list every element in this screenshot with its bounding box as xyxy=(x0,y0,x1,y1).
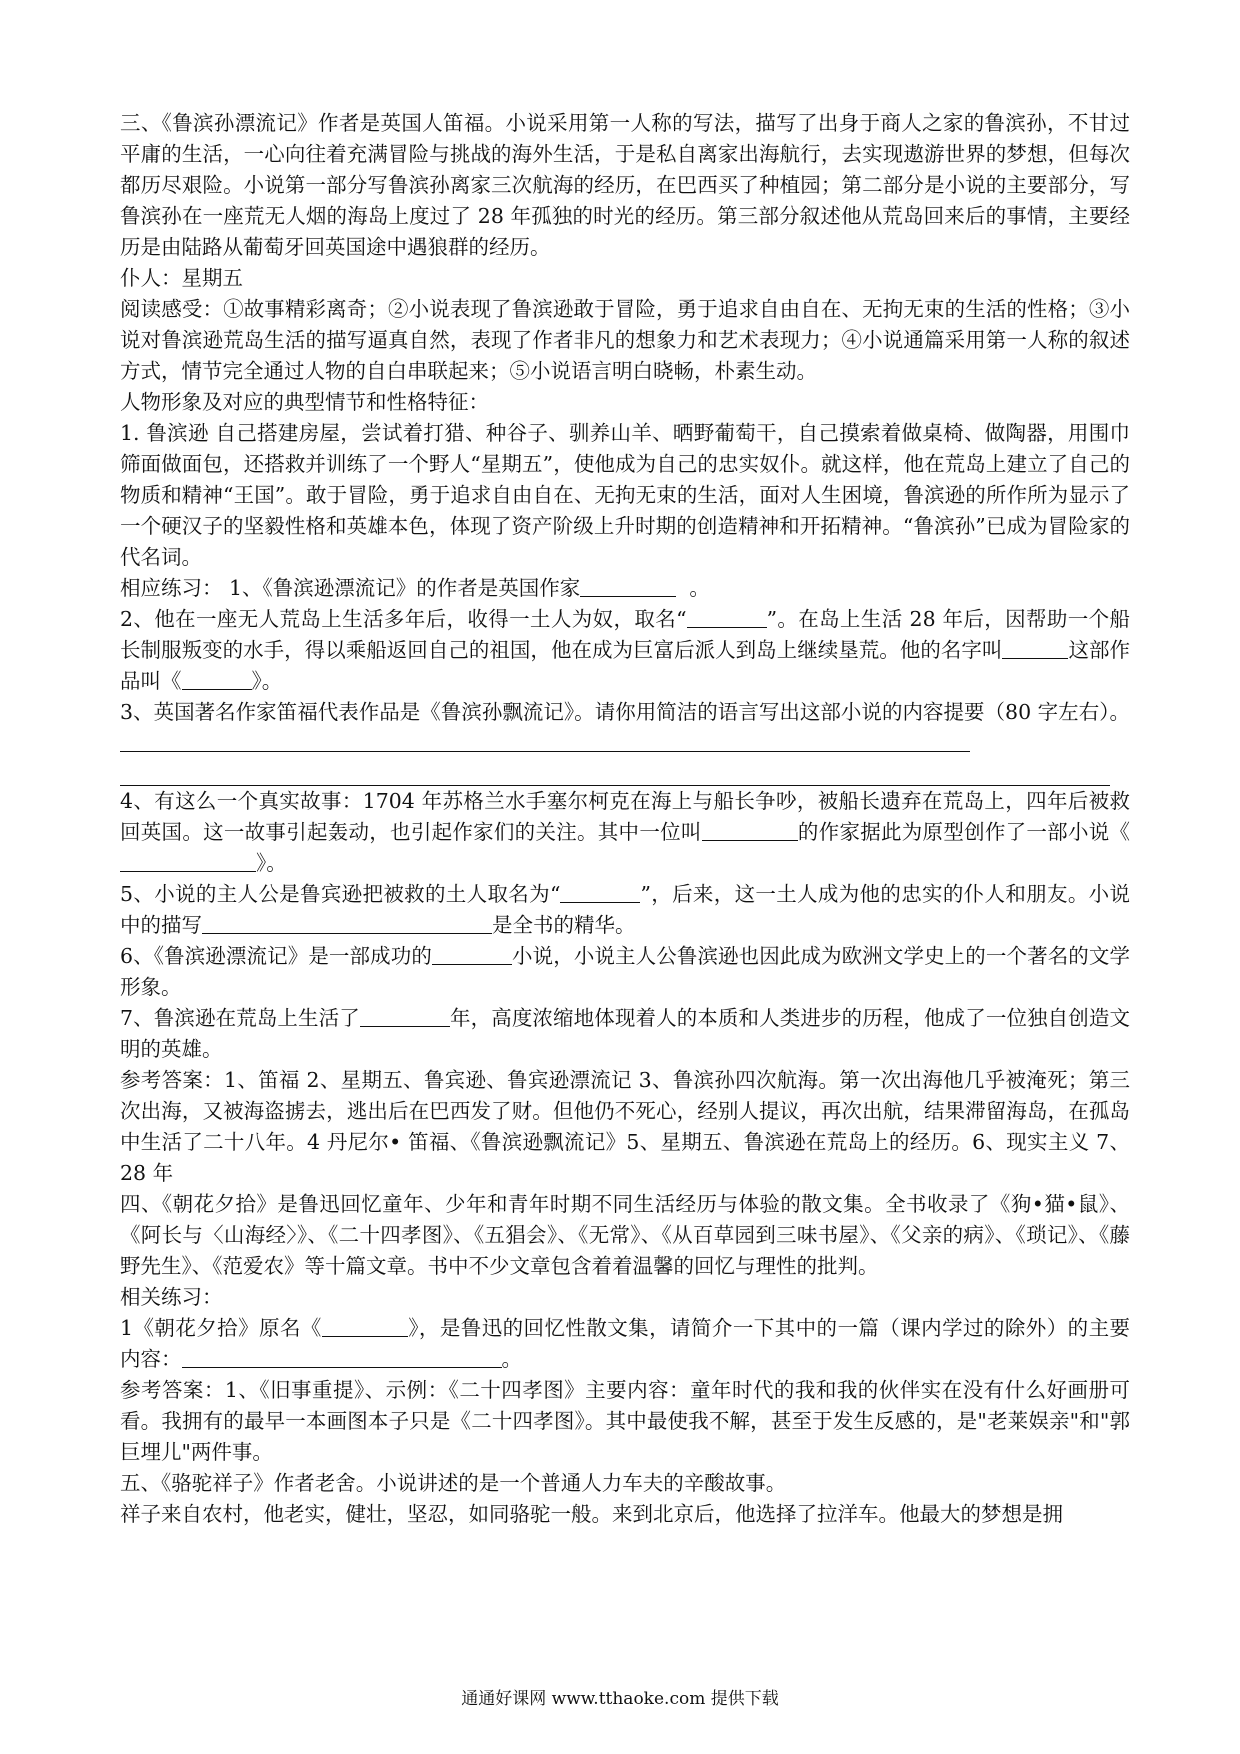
section5-intro: 五、《骆驼祥子》作者老舍。小说讲述的是一个普通人力车夫的辛酸故事。 xyxy=(120,1471,787,1495)
section5-line: 祥子来自农村，他老实，健壮，坚忍，如同骆驼一般。来到北京后，他选择了拉洋车。他最大的梦想是拥 xyxy=(120,1502,1063,1526)
answer-blank xyxy=(687,606,767,628)
answer-blank xyxy=(120,730,970,752)
answer-blank xyxy=(202,912,492,934)
exercise-5: 5、小说的主人公是鲁宾逊把被救的土人取名为“ ”，后来，这一土人成为他的忠实的仆人和朋友。小说中的描写 是全书的精华。 xyxy=(120,882,1130,937)
section3-reading: 阅读感受：①故事精彩离奇；②小说表现了鲁滨逊敢于冒险，勇于追求自由自在、无拘无束的生活的性格；③小说对鲁滨逊荒岛生活的描写逼真自然，表现了作者非凡的想象力和艺术表现力；④小说通篇采用第一人称的叙述方式，情节完全通过人物的自白串联起来；⑤小说语言明白晓畅，朴素生动。 xyxy=(120,297,1130,383)
answer-blank xyxy=(182,1346,502,1368)
section3-char1: 1. 鲁滨逊 自己搭建房屋，尝试着打猎、种谷子、驯养山羊、晒野葡萄干，自己摸索着做桌椅、做陶器，用围巾筛面做面包，还搭救并训练了一个野人“星期五”，使他成为自己的忠实奴仆。就这样，他在荒岛上建立了自己的物质和精神“王国”。敢于冒险，勇于追求自由自在、无拘无束的生活，面对人生困境，鲁滨逊的所作所为显示了一个硬汉子的坚毅性格和英雄本色，体现了资产阶级上升时期的创造精神和开拓精神。“鲁滨孙”已成为冒险家的代名词。 xyxy=(120,421,1130,569)
section3-servant: 仆人：星期五 xyxy=(120,266,243,290)
answer-blank xyxy=(560,881,640,903)
section4-exercise-1: 1《朝花夕拾》原名《 》，是鲁迅的回忆性散文集，请简介一下其中的一篇（课内学过的除外）的主要内容： 。 xyxy=(120,1316,1130,1371)
exercise-4: 4、有这么一个真实故事：1704 年苏格兰水手塞尔柯克在海上与船长争吵，被船长遗弃在荒岛上，四年后被救回英国。这一故事引起轰动，也引起作家们的关注。其中一位叫 的作家据此为原型创作了一部小说《》。 xyxy=(120,789,1131,875)
answer-blank xyxy=(322,1315,408,1337)
answer-blank xyxy=(702,819,798,841)
section3-char-heading: 人物形象及对应的典型情节和性格特征： xyxy=(120,390,489,414)
exercise-6: 6、《鲁滨逊漂流记》是一部成功的 小说，小说主人公鲁滨逊也因此成为欧洲文学史上的一个著名的文学形象。 xyxy=(120,944,1131,999)
section3-intro: 三、《鲁滨孙漂流记》作者是英国人笛福。小说采用第一人称的写法，描写了出身于商人之家的鲁滨孙，不甘过平庸的生活，一心向往着充满冒险与挑战的海外生活，于是私自离家出海航行，去实现遨游世界的梦想，但每次都历尽艰险。小说第一部分写鲁滨孙离家三次航海的经历，在巴西买了种植园；第二部分是小说的主要部分，写鲁滨孙在一座荒无人烟的海岛上度过了 28 年孤独的时光的经历。第三部分叙述他从荒岛回来后的事情，主要经历是由陆路从葡萄牙回英国途中遇狼群的经历。 xyxy=(120,111,1130,259)
answer-line xyxy=(120,759,1110,786)
answer-blank xyxy=(360,1005,450,1027)
answer-blank xyxy=(120,850,256,872)
section4-intro: 四、《朝花夕拾》是鲁迅回忆童年、少年和青年时期不同生活经历与体验的散文集。全书收录了《狗•猫•鼠》、《阿长与〈山海经〉》、《二十四孝图》、《五猖会》、《无常》、《从百草园到三味书屋》、《父亲的病》、《琐记》、《藤野先生》、《范爱农》等十篇文章。书中不少文章包含着着温馨的回忆与理性的批判。 xyxy=(120,1192,1130,1278)
section4-exercise-heading: 相关练习： xyxy=(120,1285,223,1309)
answer-blank xyxy=(580,575,676,597)
answer-blank xyxy=(182,668,252,690)
exercise-2: 2、他在一座无人荒岛上生活多年后，收得一土人为奴，取名“ ”。在岛上生活 28 年后，因帮助一个船长制服叛变的水手，得以乘船返回自己的祖国，他在成为巨富后派人到岛上继续垦荒。他的名字叫 这部作品叫《 》。 xyxy=(120,607,1131,693)
answer-blank xyxy=(1002,637,1068,659)
exercise-1: 相应练习： 1、《鲁滨逊漂流记》的作者是英国作家 。 xyxy=(120,576,710,600)
exercise-7: 7、鲁滨逊在荒岛上生活了 年，高度浓缩地体现着人的本质和人类进步的历程，他成了一位独自创造文明的英雄。 xyxy=(120,1006,1131,1061)
section4-answers: 参考答案：1、《旧事重提》、示例：《二十四孝图》主要内容：童年时代的我和我的伙伴实在没有什么好画册可看。我拥有的最早一本画图本子只是《二十四孝图》。其中最使我不解，甚至于发生反感的，是"老莱娱亲"和"郭巨埋儿"两件事。 xyxy=(120,1378,1130,1464)
page-footer: 通通好课网 www.tthaoke.com 提供下载 xyxy=(461,1689,779,1709)
document-body xyxy=(120,108,1130,1530)
answer-blank xyxy=(432,943,512,965)
exercise-3: 3、英国著名作家笛福代表作品是《鲁滨孙飘流记》。请你用简洁的语言写出这部小说的内容提要（80 字左右）。 xyxy=(120,697,1130,759)
section3-answers: 参考答案：1、笛福 2、星期五、鲁宾逊、鲁宾逊漂流记 3、鲁滨孙四次航海。第一次出海他几乎被淹死；第三次出海，又被海盗掳去，逃出后在巴西发了财。但他仍不死心，经别人提议，再次出航，结果滞留海岛，在孤岛中生活了二十八年。4 丹尼尔• 笛福、《鲁滨逊飘流记》5、星期五、鲁滨逊在荒岛上的经历。6、现实主义 7、28 年 xyxy=(120,1068,1130,1185)
